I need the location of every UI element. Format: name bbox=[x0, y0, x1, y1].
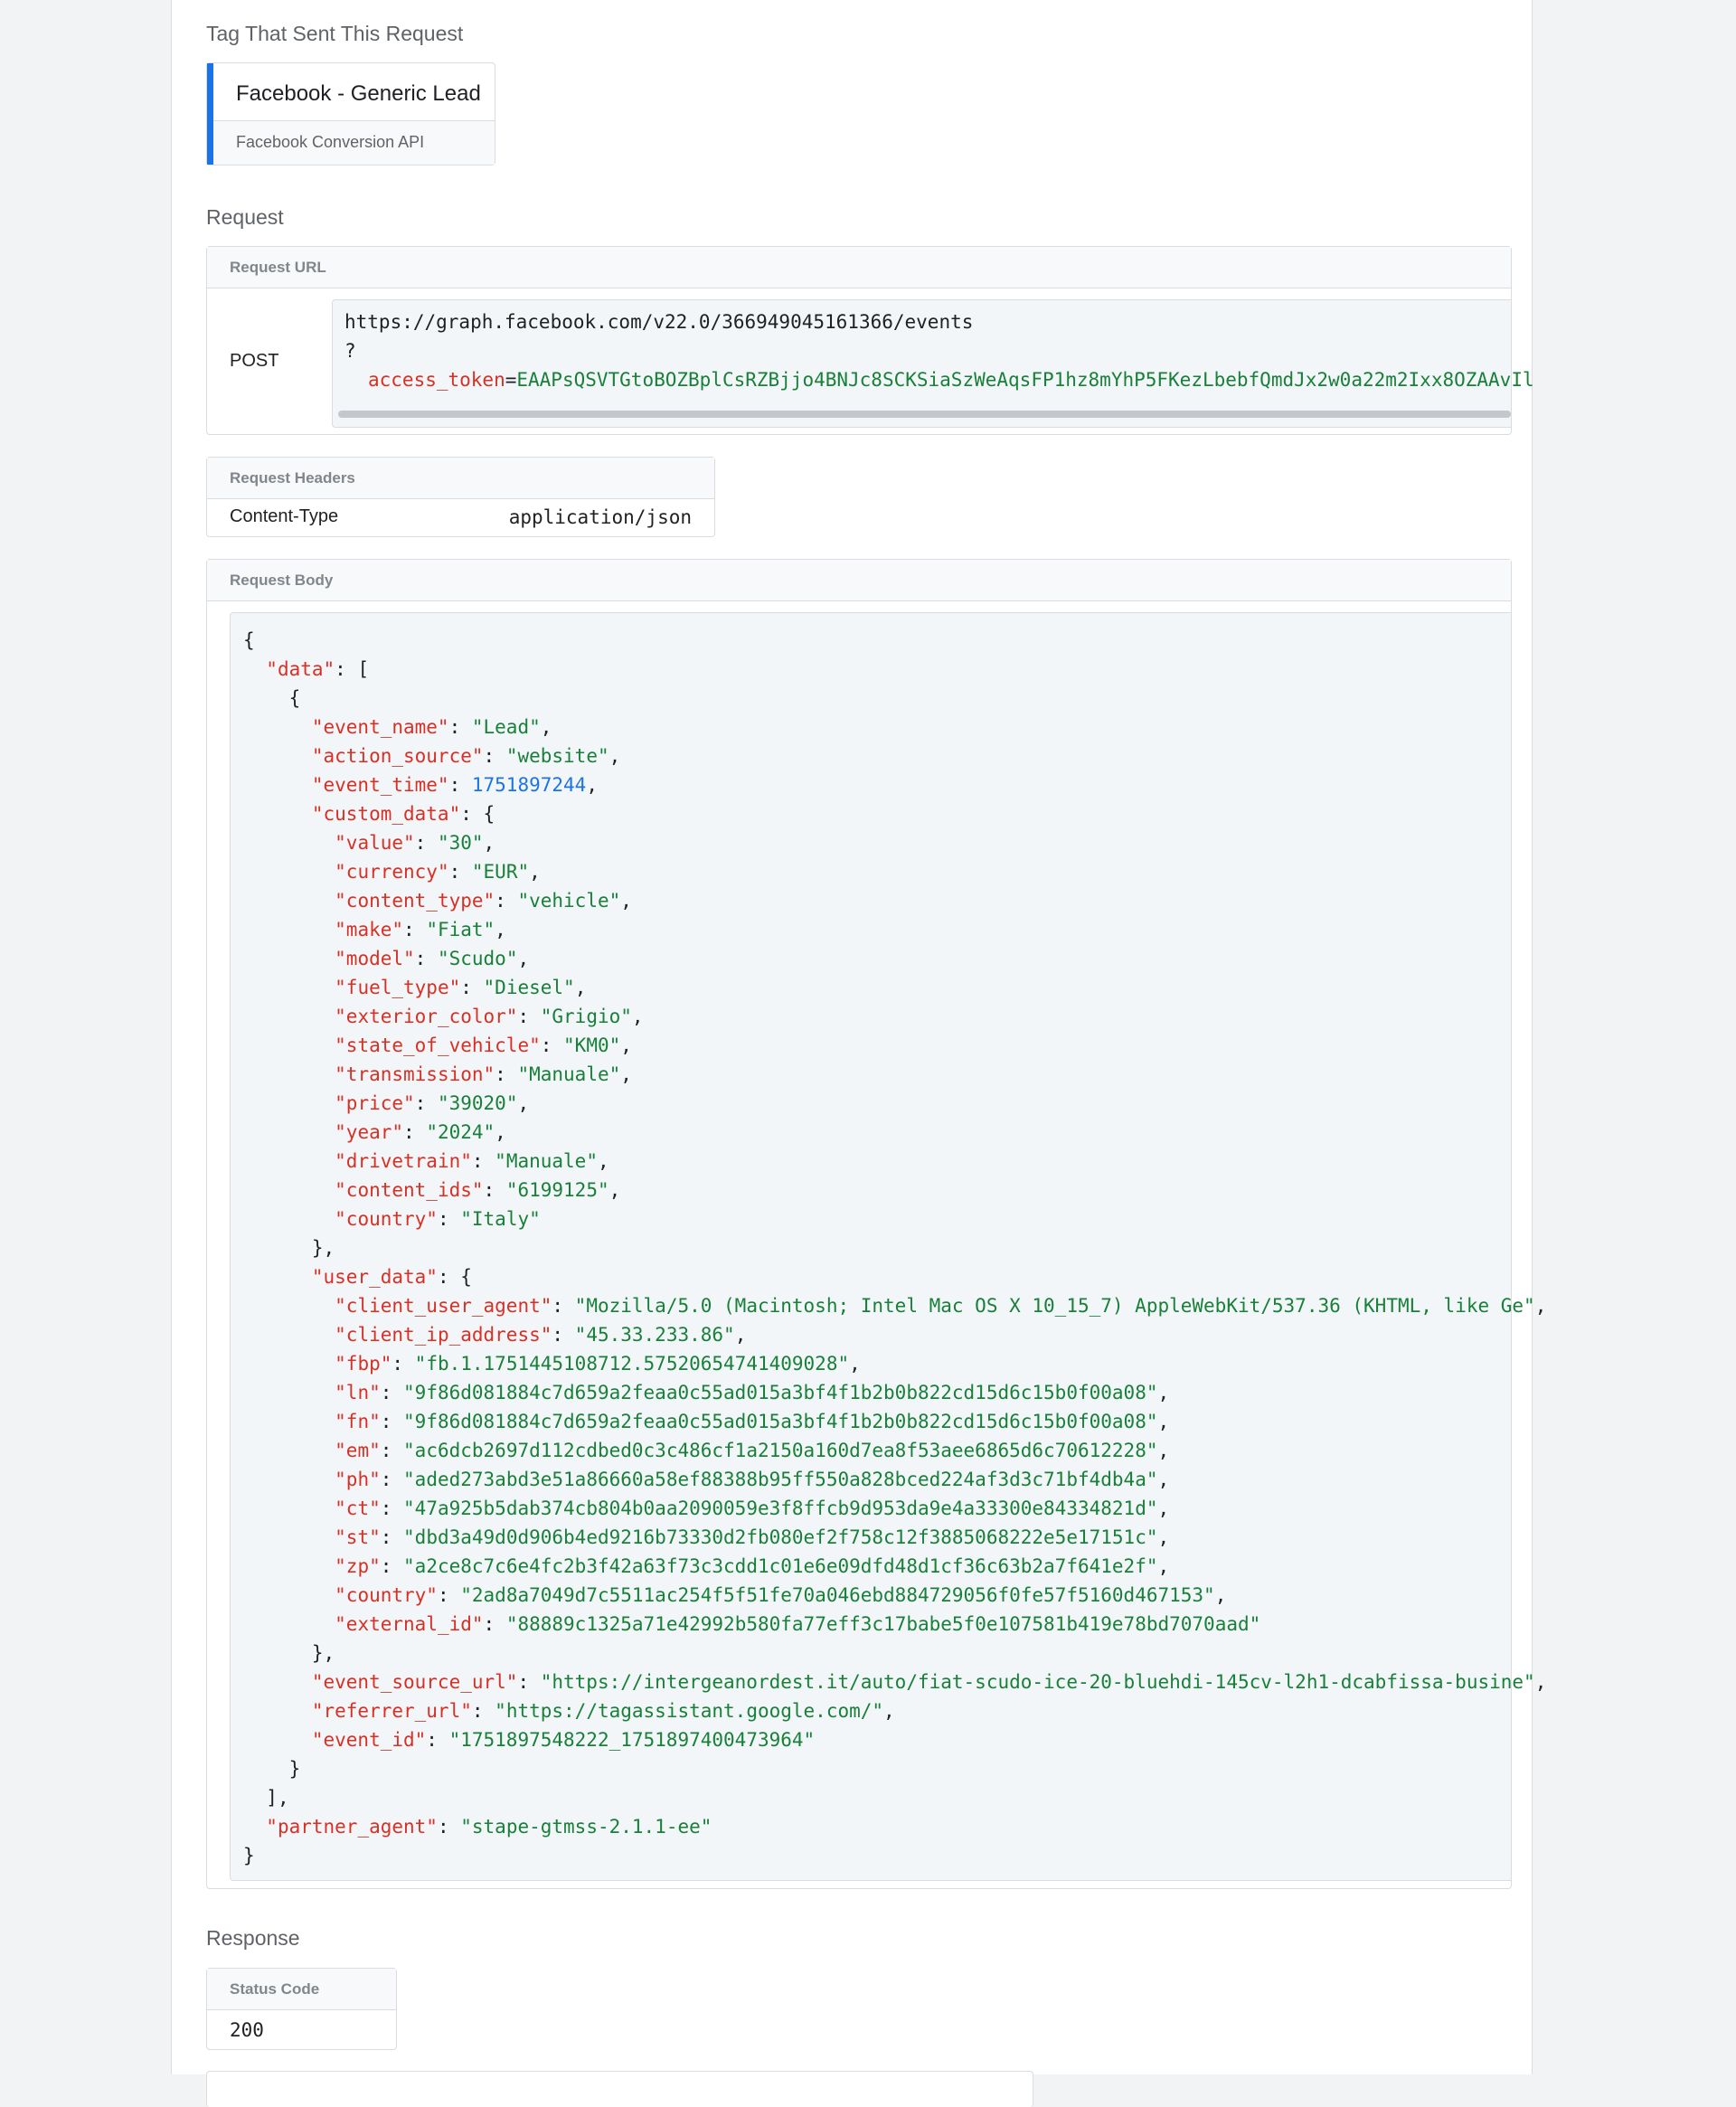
request-body-header: Request Body bbox=[207, 560, 1511, 601]
json-string: "Fiat" bbox=[426, 919, 495, 940]
json-key: "ph" bbox=[335, 1469, 381, 1490]
json-key: "data" bbox=[266, 658, 335, 680]
json-string: "ac6dcb2697d112cdbed0c3c486cf1a2150a160d7ea8f53aee6865d6c70612228" bbox=[403, 1440, 1158, 1461]
json-key: "country" bbox=[335, 1584, 438, 1606]
json-string: "dbd3a49d0d906b4ed9216b73330d2fb080ef2f758c12f3885068222e5e17151c" bbox=[403, 1526, 1158, 1548]
json-key: "ln" bbox=[335, 1382, 381, 1403]
json-string: "EUR" bbox=[471, 861, 530, 883]
json-key: "referrer_url" bbox=[311, 1700, 472, 1722]
status-code-header: Status Code bbox=[207, 1969, 396, 2010]
request-body-code-box[interactable] bbox=[230, 612, 1547, 1881]
request-headers-panel bbox=[206, 457, 715, 537]
request-url-panel bbox=[206, 246, 1534, 435]
json-string: "9f86d081884c7d659a2feaa0c55ad015a3bf4f1b2b0b822cd15d6c15b0f00a08" bbox=[403, 1382, 1158, 1403]
json-string: "6199125" bbox=[505, 1179, 609, 1201]
json-string: "2ad8a7049d7c5511ac254f5f51fe70a046ebd884729056f0fe57f5160d467153" bbox=[460, 1584, 1215, 1606]
json-string: "47a925b5dab374cb804b0aa2090059e3f8ffcb9d953da9e4a33300e84334821d" bbox=[403, 1498, 1158, 1519]
json-key: "make" bbox=[335, 919, 404, 940]
query-param-equals: = bbox=[505, 369, 517, 391]
json-key: "event_name" bbox=[311, 716, 449, 738]
header-key: Content-Type bbox=[230, 506, 339, 526]
json-key: "st" bbox=[335, 1526, 381, 1548]
json-string: "vehicle" bbox=[517, 890, 621, 912]
tag-type-strip bbox=[213, 120, 495, 165]
json-key: "content_type" bbox=[335, 890, 495, 912]
json-key: "event_time" bbox=[311, 774, 449, 796]
json-key: "price" bbox=[335, 1092, 415, 1114]
status-code-panel bbox=[206, 1968, 397, 2050]
query-param bbox=[368, 369, 1534, 391]
json-string: "Mozilla/5.0 (Macintosh; Intel Mac OS X 10_15_7) AppleWebKit/537.36 (KHTML, like Ge" bbox=[574, 1295, 1535, 1317]
header-row bbox=[207, 499, 714, 537]
tag-card-accent-bar bbox=[207, 63, 213, 165]
request-url-box[interactable] bbox=[332, 299, 1534, 428]
json-string: "stape-gtmss-2.1.1-ee" bbox=[460, 1816, 712, 1838]
json-string: "Grigio" bbox=[540, 1006, 632, 1027]
json-key: "event_id" bbox=[311, 1729, 427, 1751]
request-base-url: https://graph.facebook.com/v22.0/366949045161366/events bbox=[344, 311, 974, 333]
json-key: "exterior_color" bbox=[335, 1006, 518, 1027]
json-key: "fbp" bbox=[335, 1353, 392, 1375]
json-key: "em" bbox=[335, 1440, 381, 1461]
json-string: "KM0" bbox=[563, 1035, 621, 1056]
json-string: "aded273abd3e51a86660a58ef88388b95ff550a828bced224af3d3c71bf4db4a" bbox=[403, 1469, 1158, 1490]
json-string: "Manuale" bbox=[495, 1150, 598, 1172]
request-headers-header: Request Headers bbox=[207, 458, 714, 499]
json-key: "zp" bbox=[335, 1555, 381, 1577]
json-key: "year" bbox=[335, 1121, 404, 1143]
json-string: "Italy" bbox=[460, 1208, 541, 1230]
json-key: "drivetrain" bbox=[335, 1150, 472, 1172]
json-string: "Lead" bbox=[471, 716, 541, 738]
json-string: "Scudo" bbox=[437, 948, 518, 969]
json-string: "1751897548222_1751897400473964" bbox=[448, 1729, 816, 1751]
json-key: "currency" bbox=[335, 861, 449, 883]
json-string: "fb.1.1751445108712.57520654741409028" bbox=[414, 1353, 850, 1375]
json-string: "Manuale" bbox=[517, 1063, 621, 1085]
json-key: "user_data" bbox=[311, 1266, 438, 1288]
json-string: "2024" bbox=[426, 1121, 495, 1143]
json-key: "external_id" bbox=[335, 1613, 484, 1635]
json-key: "value" bbox=[335, 832, 415, 854]
tag-section-title: Tag That Sent This Request bbox=[206, 22, 464, 45]
json-key: "client_ip_address" bbox=[335, 1324, 552, 1346]
tag-card[interactable] bbox=[206, 62, 495, 165]
json-key: "model" bbox=[335, 948, 415, 969]
json-key: "client_user_agent" bbox=[335, 1295, 552, 1317]
json-string: "30" bbox=[437, 832, 484, 854]
json-key: "fn" bbox=[335, 1411, 381, 1432]
json-string: "45.33.233.86" bbox=[574, 1324, 735, 1346]
response-headers-panel bbox=[206, 2071, 1033, 2107]
json-string: "39020" bbox=[437, 1092, 518, 1114]
json-key: "transmission" bbox=[335, 1063, 495, 1085]
tag-type: Facebook Conversion API bbox=[236, 133, 425, 151]
json-number: 1751897244 bbox=[471, 774, 587, 796]
request-body-json: { "data": [ { "event_name": "Lead", "action_source": "website", "event_time": 1751897244, "custom_data": { "value": "30", "currency": "EUR", "content_type": "vehicle", "make": "Fiat", "model": "Scudo", "fuel_type": "Diesel", "exterior_color": "Grigio", "state_of_vehicle": "KM0", "transmission": "Manuale", "price": "39020", "year": "2024", "drivetrain": "Manuale", "content_ids": "6199125", "country": "Italy" }, "user_data": { "client_user_agent": "Mozilla/5.0 (Macintosh; Intel Mac OS X 10_15_7) AppleWebKit/537.36 (KHTML, like Ge", "client_ip_address": "45.33.233.86", "fbp": "fb.1.1751445108712.57520654741409028", "ln": "9f86d081884c7d659a2feaa0c55ad015a3bf4f1b2b0b822cd15d6c15b0f00a08", "fn": "9f86d081884c7d659a2feaa0c55ad015a3bf4f1b2b0b822cd15d6c15b0f00a08", "em": "ac6dcb2697d112cdbed0c3c486cf1a2150a160d7ea8f53aee6865d6c70612228", "ph": "aded273abd3e51a86660a58ef88388b95ff550a828bced224af3d3c71bf4db4a", "ct": "47a925b5dab374cb804b0aa2090059e3f8ffcb9d953da9e4a33300e84334821d", "st": "dbd3a49d0d906b4ed9216b73330d2fb080ef2f758c12f3885068222e5e17151c", "zp": "a2ce8c7c6e4fc2b3f42a63f73c3cdd1c01e6e09dfd48d1cf36c63b2a7f641e2f", "country": "2ad8a7049d7c5511ac254f5f51fe70a046ebd884729056f0fe57f5160d467153", "external_id": "88889c1325a71e42992b580fa77eff3c17babe5f0e107581b419e78bd7070aad" }, "event_source_url": "https://intergeanordest.it/auto/fiat-scudo-ice-20-bluehdi-145cv-l2h1-dcabfissa-busine", "referrer_url": "https://tagassistant.google.com/", "event_id": "1751897548222_1751897400473964" } ], "partner_agent": "stape-gtmss-2.1.1-ee" } bbox=[243, 629, 1547, 1866]
response-section-title: Response bbox=[206, 1926, 300, 1950]
request-details-page bbox=[171, 0, 1547, 2074]
request-body-panel bbox=[206, 559, 1547, 1889]
json-key: "state_of_vehicle" bbox=[335, 1035, 541, 1056]
json-key: "partner_agent" bbox=[266, 1816, 438, 1838]
json-key: "action_source" bbox=[311, 745, 484, 767]
json-key: "ct" bbox=[335, 1498, 381, 1519]
json-key: "event_source_url" bbox=[311, 1671, 518, 1693]
horizontal-scrollbar[interactable] bbox=[338, 411, 1511, 418]
query-separator: ? bbox=[344, 340, 356, 362]
request-section-title: Request bbox=[206, 205, 284, 229]
json-string: "9f86d081884c7d659a2feaa0c55ad015a3bf4f1b2b0b822cd15d6c15b0f00a08" bbox=[403, 1411, 1158, 1432]
json-string: "a2ce8c7c6e4fc2b3f42a63f73c3cdd1c01e6e09dfd48d1cf36c63b2a7f641e2f" bbox=[403, 1555, 1158, 1577]
json-key: "country" bbox=[335, 1208, 438, 1230]
json-string: "88889c1325a71e42992b580fa77eff3c17babe5f0e107581b419e78bd7070aad" bbox=[505, 1613, 1261, 1635]
json-string: "Diesel" bbox=[483, 977, 575, 998]
query-param-value: EAAPsQSVTGtoBOZBplCsRZBjjo4BNJc8SCKSiaSzWeAqsFP1hz8mYhP5FKezLbebfQmdJx2w0a22m2Ixx8OZAAvIl bbox=[516, 369, 1534, 391]
json-string: "https://tagassistant.google.com/" bbox=[495, 1700, 884, 1722]
json-string: "https://intergeanordest.it/auto/fiat-scudo-ice-20-bluehdi-145cv-l2h1-dcabfissa-busine" bbox=[540, 1671, 1535, 1693]
header-value: application/json bbox=[508, 506, 692, 528]
request-url-header: Request URL bbox=[207, 247, 1511, 288]
tag-name: Facebook - Generic Lead bbox=[236, 81, 481, 106]
json-string: "website" bbox=[505, 745, 609, 767]
query-param-key: access_token bbox=[368, 369, 505, 391]
status-code-value: 200 bbox=[230, 2019, 264, 2041]
json-key: "custom_data" bbox=[311, 803, 461, 825]
http-method: POST bbox=[230, 351, 279, 371]
json-key: "fuel_type" bbox=[335, 977, 461, 998]
json-key: "content_ids" bbox=[335, 1179, 484, 1201]
